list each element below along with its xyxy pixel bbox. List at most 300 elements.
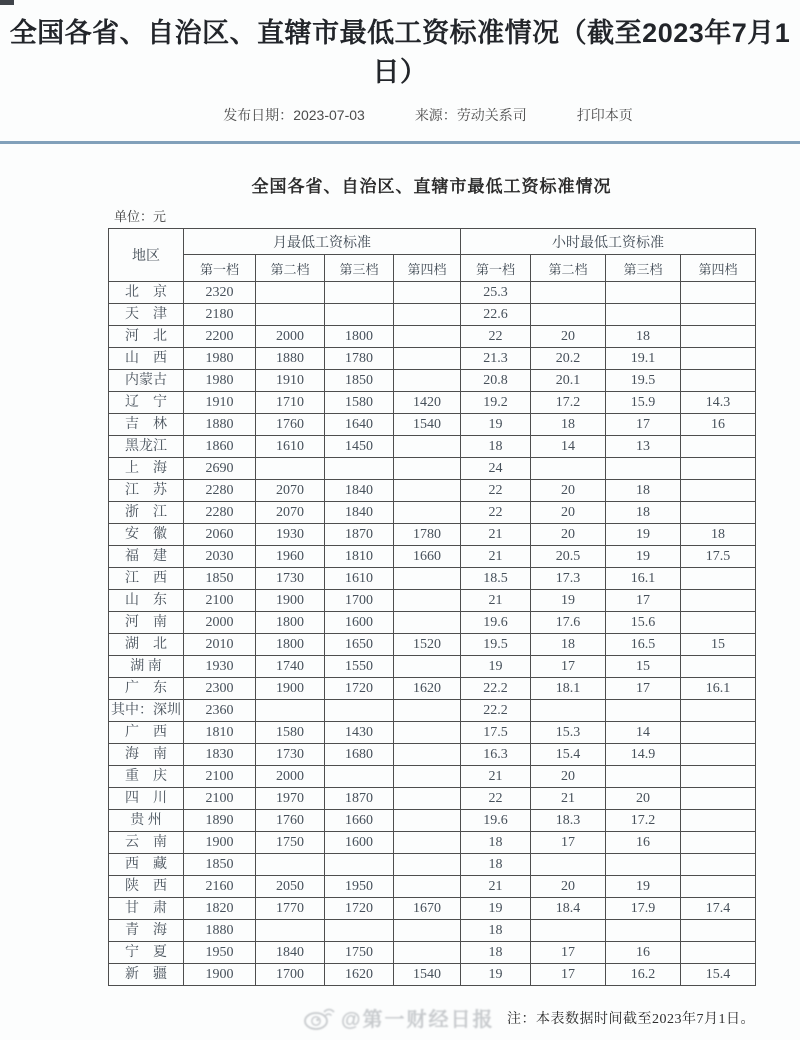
value-cell: 1880 [184,414,256,436]
value-cell: 1720 [325,678,394,700]
value-cell [256,304,325,326]
value-cell: 1960 [256,546,325,568]
value-cell [681,436,756,458]
value-cell: 22 [461,326,531,348]
value-cell: 24 [461,458,531,480]
value-cell: 1910 [184,392,256,414]
value-cell: 1750 [325,942,394,964]
value-cell [394,612,461,634]
value-cell: 1450 [325,436,394,458]
region-cell: 山 东 [109,590,184,612]
value-cell: 17.2 [606,810,681,832]
value-cell [606,920,681,942]
value-cell: 1610 [256,436,325,458]
region-cell: 黑龙江 [109,436,184,458]
header-group-row [109,229,756,255]
value-cell: 20 [531,766,606,788]
col-header-monthly: 月最低工资标准 [184,229,461,255]
value-cell: 19.5 [606,370,681,392]
region-cell: 辽 宁 [109,392,184,414]
col-header-region: 地区 [109,229,184,282]
value-cell: 1800 [256,612,325,634]
value-cell: 1890 [184,810,256,832]
value-cell: 16 [606,942,681,964]
value-cell: 15.9 [606,392,681,414]
value-cell: 17.4 [681,898,756,920]
value-cell: 1840 [325,480,394,502]
region-cell: 其中：深圳 [109,700,184,722]
value-cell: 20 [531,326,606,348]
value-cell: 19.6 [461,612,531,634]
region-cell: 北 京 [109,282,184,304]
value-cell [681,744,756,766]
value-cell: 2070 [256,480,325,502]
value-cell: 14.3 [681,392,756,414]
value-cell [394,876,461,898]
value-cell: 1660 [394,546,461,568]
divider-rule [0,141,800,144]
region-cell: 广 西 [109,722,184,744]
value-cell: 22.2 [461,678,531,700]
table-row [109,700,756,722]
value-cell: 1980 [184,370,256,392]
value-cell: 17.5 [461,722,531,744]
table-row [109,458,756,480]
table-row [109,634,756,656]
table-row [109,590,756,612]
value-cell: 2010 [184,634,256,656]
value-cell: 19 [461,414,531,436]
monthly-tier-4: 第四档 [394,255,461,282]
publish-date-label: 发布日期： [223,107,294,123]
value-cell: 1870 [325,524,394,546]
meta-row [28,105,800,125]
value-cell: 1620 [394,678,461,700]
value-cell: 22.2 [461,700,531,722]
table-row [109,612,756,634]
value-cell [681,590,756,612]
value-cell [394,458,461,480]
value-cell: 1660 [325,810,394,832]
value-cell: 2320 [184,282,256,304]
value-cell [681,920,756,942]
value-cell [681,348,756,370]
table-row [109,282,756,304]
table-row [109,678,756,700]
value-cell [681,656,756,678]
publish-date-value: 2023-07-03 [293,107,365,123]
value-cell: 1850 [184,854,256,876]
monthly-tier-1: 第一档 [184,255,256,282]
value-cell: 20 [531,876,606,898]
value-cell: 2050 [256,876,325,898]
value-cell [394,700,461,722]
value-cell [394,942,461,964]
note-row [108,1006,755,1040]
value-cell [394,590,461,612]
value-cell: 2100 [184,590,256,612]
watermark-handle: @第一财经日报 [341,1009,495,1031]
value-cell [681,568,756,590]
value-cell: 1980 [184,348,256,370]
value-cell: 2180 [184,304,256,326]
table-row [109,326,756,348]
region-cell: 河 南 [109,612,184,634]
value-cell: 14.9 [606,744,681,766]
value-cell: 17.5 [681,546,756,568]
value-cell [325,920,394,942]
region-cell: 上 海 [109,458,184,480]
region-cell: 山 西 [109,348,184,370]
region-cell: 江 苏 [109,480,184,502]
value-cell: 18 [461,920,531,942]
value-cell: 20 [531,524,606,546]
value-cell: 1580 [325,392,394,414]
value-cell: 17 [531,942,606,964]
value-cell [394,788,461,810]
value-cell: 1860 [184,436,256,458]
value-cell: 16.3 [461,744,531,766]
value-cell: 21 [461,546,531,568]
value-cell [681,810,756,832]
source [415,105,527,125]
value-cell: 1710 [256,392,325,414]
value-cell [681,832,756,854]
value-cell: 21 [531,788,606,810]
value-cell [325,700,394,722]
value-cell: 1420 [394,392,461,414]
article-body [108,172,755,1040]
value-cell: 18 [461,854,531,876]
value-cell: 1600 [325,612,394,634]
value-cell: 2000 [256,326,325,348]
value-cell: 18 [531,634,606,656]
region-cell: 云 南 [109,832,184,854]
value-cell: 1910 [256,370,325,392]
value-cell: 16.1 [681,678,756,700]
value-cell: 1670 [394,898,461,920]
value-cell: 2280 [184,502,256,524]
value-cell: 1730 [256,568,325,590]
value-cell: 1830 [184,744,256,766]
value-cell: 17 [531,832,606,854]
value-cell: 15.6 [606,612,681,634]
value-cell: 16 [606,832,681,854]
value-cell: 1900 [184,964,256,986]
value-cell [394,920,461,942]
value-cell [394,832,461,854]
value-cell: 1700 [325,590,394,612]
value-cell: 20.2 [531,348,606,370]
region-cell: 甘 肃 [109,898,184,920]
value-cell: 1870 [325,788,394,810]
region-cell: 四 川 [109,788,184,810]
value-cell: 1840 [256,942,325,964]
value-cell: 19 [461,964,531,986]
value-cell: 19.5 [461,634,531,656]
table-row [109,942,756,964]
value-cell: 1840 [325,502,394,524]
value-cell: 16 [681,414,756,436]
minimum-wage-table [108,228,756,986]
value-cell [606,854,681,876]
value-cell: 1970 [256,788,325,810]
value-cell: 25.3 [461,282,531,304]
table-title: 全国各省、自治区、直辖市最低工资标准情况 [251,177,612,196]
value-cell: 19 [606,876,681,898]
value-cell [531,920,606,942]
value-cell [394,304,461,326]
value-cell: 18 [461,832,531,854]
value-cell: 18 [461,942,531,964]
value-cell: 18.3 [531,810,606,832]
value-cell: 1540 [394,964,461,986]
value-cell [394,436,461,458]
table-row [109,392,756,414]
region-cell: 重 庆 [109,766,184,788]
value-cell: 14 [531,436,606,458]
hourly-tier-4: 第四档 [681,255,756,282]
value-cell: 15 [606,656,681,678]
value-cell: 2690 [184,458,256,480]
value-cell: 1610 [325,568,394,590]
unit-label: 单位：元 [114,209,167,224]
table-row [109,920,756,942]
value-cell [606,458,681,480]
value-cell: 17.6 [531,612,606,634]
value-cell: 19 [531,590,606,612]
value-cell: 20.5 [531,546,606,568]
value-cell: 21 [461,876,531,898]
value-cell: 17.2 [531,392,606,414]
value-cell: 20 [531,480,606,502]
value-cell: 1800 [256,634,325,656]
value-cell: 1950 [325,876,394,898]
value-cell [394,766,461,788]
table-row [109,656,756,678]
value-cell: 15.3 [531,722,606,744]
value-cell: 1770 [256,898,325,920]
value-cell [531,304,606,326]
value-cell: 1930 [184,656,256,678]
value-cell: 1750 [256,832,325,854]
value-cell: 1740 [256,656,325,678]
value-cell: 15.4 [531,744,606,766]
table-row [109,964,756,986]
table-row [109,810,756,832]
value-cell: 19 [606,524,681,546]
hourly-tier-3: 第三档 [606,255,681,282]
value-cell [681,502,756,524]
value-cell: 19.2 [461,392,531,414]
region-cell: 陕 西 [109,876,184,898]
value-cell: 1580 [256,722,325,744]
region-cell: 内蒙古 [109,370,184,392]
value-cell [681,480,756,502]
value-cell [394,502,461,524]
value-cell: 2060 [184,524,256,546]
value-cell: 1930 [256,524,325,546]
value-cell: 16.2 [606,964,681,986]
value-cell [681,942,756,964]
value-cell: 1880 [184,920,256,942]
value-cell [681,612,756,634]
value-cell: 1760 [256,810,325,832]
value-cell [681,458,756,480]
value-cell [681,700,756,722]
value-cell [256,282,325,304]
value-cell: 2300 [184,678,256,700]
source-value: 劳动关系司 [456,107,527,123]
value-cell [681,370,756,392]
value-cell: 19.1 [606,348,681,370]
value-cell: 2280 [184,480,256,502]
value-cell: 22.6 [461,304,531,326]
value-cell [394,722,461,744]
table-row [109,436,756,458]
value-cell: 1620 [325,964,394,986]
value-cell: 1760 [256,414,325,436]
value-cell [256,700,325,722]
value-cell [681,766,756,788]
value-cell: 1640 [325,414,394,436]
value-cell: 20.8 [461,370,531,392]
region-cell: 广 东 [109,678,184,700]
region-cell: 宁 夏 [109,942,184,964]
value-cell [394,854,461,876]
value-cell: 21 [461,524,531,546]
value-cell: 2160 [184,876,256,898]
corner-artifact [0,0,14,5]
source-label: 来源： [414,107,457,123]
hourly-tier-2: 第二档 [531,255,606,282]
value-cell: 1680 [325,744,394,766]
region-cell: 福 建 [109,546,184,568]
value-cell: 2070 [256,502,325,524]
table-row [109,722,756,744]
value-cell: 1520 [394,634,461,656]
value-cell: 20 [606,788,681,810]
value-cell: 18 [461,436,531,458]
value-cell: 17 [606,414,681,436]
value-cell: 18 [606,480,681,502]
region-cell: 湖 北 [109,634,184,656]
value-cell [325,458,394,480]
value-cell: 1800 [325,326,394,348]
value-cell: 21 [461,766,531,788]
watermark [303,1003,495,1032]
value-cell: 1600 [325,832,394,854]
value-cell: 1700 [256,964,325,986]
print-page-link[interactable]: 打印本页 [576,107,633,123]
table-row [109,766,756,788]
value-cell: 21.3 [461,348,531,370]
value-cell: 19 [461,656,531,678]
value-cell: 2000 [256,766,325,788]
value-cell: 19 [606,546,681,568]
table-row [109,414,756,436]
value-cell: 1900 [256,590,325,612]
value-cell [394,370,461,392]
value-cell [394,656,461,678]
region-cell: 贵 州 [109,810,184,832]
value-cell [606,700,681,722]
value-cell: 1430 [325,722,394,744]
value-cell: 22 [461,788,531,810]
value-cell [606,766,681,788]
value-cell [394,326,461,348]
value-cell: 1850 [325,370,394,392]
value-cell: 1780 [394,524,461,546]
value-cell: 18.5 [461,568,531,590]
value-cell: 22 [461,502,531,524]
value-cell: 22 [461,480,531,502]
value-cell [681,722,756,744]
value-cell: 18.1 [531,678,606,700]
value-cell: 17 [531,964,606,986]
table-row [109,788,756,810]
value-cell [681,788,756,810]
value-cell [325,766,394,788]
value-cell [325,854,394,876]
value-cell [531,458,606,480]
value-cell [606,304,681,326]
table-row [109,304,756,326]
table-row [109,546,756,568]
value-cell [681,304,756,326]
value-cell: 18.4 [531,898,606,920]
page-title: 全国各省、自治区、直辖市最低工资标准情况（截至2023年7月1日） [9,18,791,87]
value-cell: 1730 [256,744,325,766]
value-cell [681,326,756,348]
value-cell: 17 [606,590,681,612]
hourly-tier-1: 第一档 [461,255,531,282]
doc-header [0,0,800,144]
value-cell: 1880 [256,348,325,370]
value-cell [256,854,325,876]
value-cell [681,282,756,304]
table-row [109,876,756,898]
value-cell: 18 [681,524,756,546]
value-cell [531,854,606,876]
value-cell: 2100 [184,788,256,810]
value-cell: 1950 [184,942,256,964]
value-cell [256,920,325,942]
region-cell: 安 徽 [109,524,184,546]
value-cell [531,282,606,304]
value-cell: 2000 [184,612,256,634]
value-cell: 13 [606,436,681,458]
region-cell: 新 疆 [109,964,184,986]
value-cell: 2030 [184,546,256,568]
value-cell [394,480,461,502]
value-cell: 18 [531,414,606,436]
value-cell [394,744,461,766]
value-cell: 1780 [325,348,394,370]
table-row [109,854,756,876]
value-cell [394,568,461,590]
publish-date [223,105,365,125]
value-cell: 1850 [184,568,256,590]
value-cell: 17.9 [606,898,681,920]
region-cell: 浙 江 [109,502,184,524]
value-cell: 18 [606,326,681,348]
value-cell: 16.5 [606,634,681,656]
monthly-tier-3: 第三档 [325,255,394,282]
value-cell: 1900 [184,832,256,854]
value-cell: 1820 [184,898,256,920]
value-cell [681,854,756,876]
